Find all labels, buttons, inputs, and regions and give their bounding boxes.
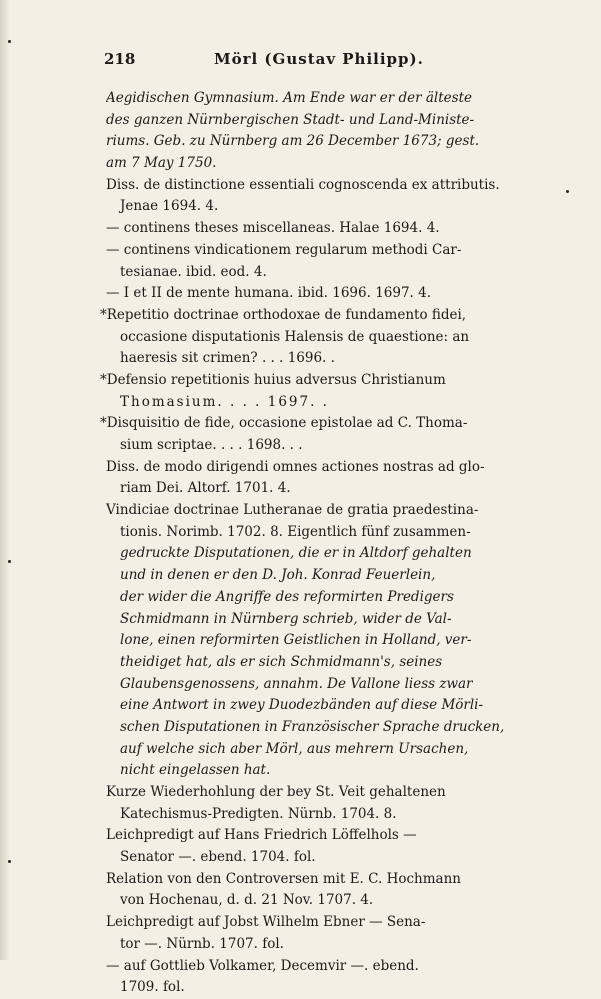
text-line: lone, einen reformirten Geistlichen in Holland, ver- xyxy=(120,632,472,649)
text-line: 1709. fol. xyxy=(120,979,185,996)
text-line: riums. Geb. zu Nürnberg am 26 December 1673; gest. xyxy=(106,133,480,150)
text-line: — continens vindicationem regularum methodi Car- xyxy=(106,241,462,258)
page-number: 218 xyxy=(104,50,136,68)
text-line: Glaubensgenossens, annahm. De Vallone liess zwar xyxy=(120,675,473,692)
text-line: Leichpredigt auf Jobst Wilhelm Ebner — Sena- xyxy=(106,914,426,931)
text-line: Relation von den Controversen mit E. C. Hochmann xyxy=(106,870,461,887)
text-line: — I et II de mente humana. ibid. 1696. 1697. 4. xyxy=(106,285,432,302)
running-head: Mörl (Gustav Philipp). xyxy=(214,50,424,68)
page-body xyxy=(100,88,544,999)
text-line: der wider die Angriffe des reformirten Predigers xyxy=(120,588,454,605)
text-line: Jenae 1694. 4. xyxy=(120,198,219,215)
text-line: nicht eingelassen hat. xyxy=(120,762,271,779)
text-line: occasione disputationis Halensis de quaestione: an xyxy=(120,328,470,345)
text-line: Thomasium. . . . 1697. . xyxy=(120,393,329,410)
text-line: am 7 May 1750. xyxy=(106,155,217,172)
text-line: — continens theses miscellaneas. Halae 1694. 4. xyxy=(106,220,440,237)
margin-speck xyxy=(8,860,11,863)
text-line: des ganzen Nürnbergischen Stadt- und Land-Ministe- xyxy=(106,111,475,128)
margin-speck xyxy=(8,40,11,43)
text-line: *Repetitio doctrinae orthodoxae de fundamento fidei, xyxy=(100,306,467,323)
text-line: haeresis sit crimen? . . . 1696. . xyxy=(120,350,335,367)
text-line: Katechismus-Predigten. Nürnb. 1704. 8. xyxy=(120,805,397,822)
text-line: von Hochenau, d. d. 21 Nov. 1707. 4. xyxy=(120,892,374,909)
text-line: eine Antwort in zwey Duodezbänden auf diese Mörli- xyxy=(120,697,484,714)
text-line: Kurze Wiederhohlung der bey St. Veit gehaltenen xyxy=(106,784,446,800)
text-line: Aegidischen Gymnasium. Am Ende war er der älteste xyxy=(106,90,472,106)
text-line: auf welche sich aber Mörl, aus mehrern Ursachen, xyxy=(120,740,469,757)
text-line: sium scriptae. . . . 1698. . . xyxy=(120,437,303,453)
text-line: theidiget hat, als er sich Schmidmann's, seines xyxy=(120,653,443,670)
text-line: Senator —. ebend. 1704. fol. xyxy=(120,849,316,866)
text-line: Diss. de modo dirigendi omnes actiones nostras ad glo- xyxy=(106,458,485,475)
text-line: — auf Gottlieb Volkamer, Decemvir —. ebend. xyxy=(106,957,419,974)
text-line: Schmidmann in Nürnberg schrieb, wider de Val- xyxy=(120,610,452,627)
text-line: riam Dei. Altorf. 1701. 4. xyxy=(120,480,291,497)
text-line: *Disquisitio de fide, occasione epistolae ad C. Thoma- xyxy=(100,415,468,432)
text-line: tionis. Norimb. 1702. 8. Eigentlich fünf zusammen- xyxy=(120,523,471,540)
text-line: Leichpredigt auf Hans Friedrich Löffelhols — xyxy=(106,827,417,844)
text-line: tor —. Nürnb. 1707. fol. xyxy=(120,935,284,952)
text-line: schen Disputationen in Französischer Sprache drucken, xyxy=(120,718,505,735)
page-header xyxy=(104,50,544,72)
text-line: *Defensio repetitionis huius adversus Christianum xyxy=(100,371,446,388)
page-gutter-shadow xyxy=(0,0,10,960)
text-line: tesianae. ibid. eod. 4. xyxy=(120,263,267,280)
text-line: Vindiciae doctrinae Lutheranae de gratia praedestina- xyxy=(106,502,479,519)
margin-speck xyxy=(8,560,11,563)
text-line: und in denen er den D. Joh. Konrad Feuerlein, xyxy=(120,567,436,584)
margin-speck xyxy=(566,190,569,193)
text-line: Diss. de distinctione essentiali cognoscenda ex attributis. xyxy=(106,176,500,193)
text-line: gedruckte Disputationen, die er in Altdorf gehalten xyxy=(120,545,472,562)
